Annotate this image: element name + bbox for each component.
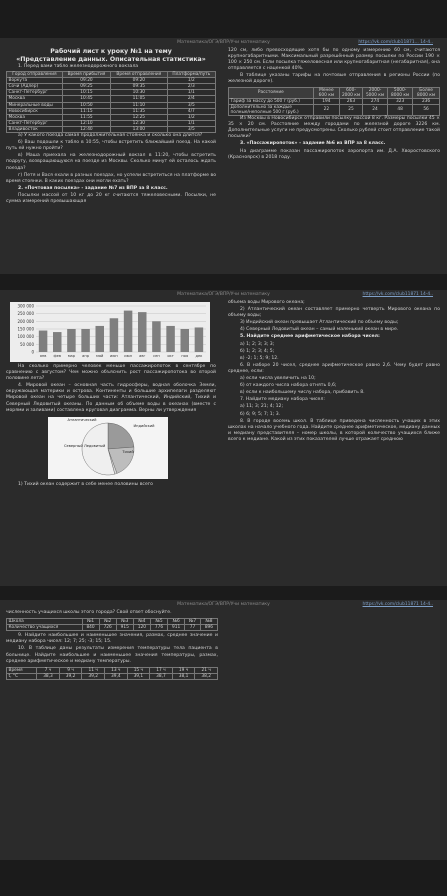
train-header-cell: Время прибытия bbox=[62, 72, 110, 78]
tariff-cell: 56 bbox=[413, 104, 440, 115]
school-header-cell: №4 bbox=[133, 619, 150, 625]
question-1d: г) Петя и Вася ехали в разных поездах, но успели встретиться на платформе во время стоянки. В каких поездах они могли ехать? bbox=[6, 172, 216, 184]
tariff-header-cell: Более 8000 км bbox=[413, 87, 440, 98]
y-tick-label: 300 000 bbox=[17, 303, 34, 309]
school-header-cell: №1 bbox=[82, 619, 99, 625]
train-cell: Санкт-Петербург bbox=[7, 120, 63, 126]
x-tick-label: авг bbox=[139, 354, 146, 358]
table-header-row bbox=[229, 87, 440, 98]
task-6a: а) если числа увеличить на 10; bbox=[240, 376, 316, 382]
bar bbox=[110, 318, 119, 352]
tariff-cell: 323 bbox=[388, 98, 413, 104]
x-tick-label: июн bbox=[110, 354, 118, 358]
task-5a: а) 1; 2; 3; 3; 3; bbox=[240, 341, 275, 347]
worksheet-page-2 bbox=[0, 290, 447, 586]
school-cell: 915 bbox=[116, 625, 133, 631]
train-cell: 12:10 bbox=[62, 120, 110, 126]
table-row bbox=[7, 126, 216, 132]
task-7b: б) 6; 9; 5; 7; 1; 3. bbox=[240, 411, 281, 417]
right-column bbox=[228, 300, 440, 444]
bar bbox=[81, 329, 90, 352]
worksheet-page-1 bbox=[0, 38, 447, 274]
temp-header-cell: 15 ч bbox=[127, 667, 150, 673]
train-cell: Минеральные воды bbox=[7, 102, 63, 108]
tariff-header-cell: Расстояние bbox=[229, 87, 314, 98]
train-cell: 10:45 bbox=[62, 96, 110, 102]
pie-label: Северный Ледовитый bbox=[64, 443, 106, 448]
temp-cell: t, °C bbox=[7, 673, 37, 679]
worksheet-subtitle: «Представление данных. Описательная статистика» bbox=[16, 56, 206, 63]
temp-header-cell: 9 ч bbox=[59, 667, 82, 673]
train-cell: Москва bbox=[7, 96, 63, 102]
task-8-text: 8. В городе восемь школ. В таблице приведена численность учащих в этих школах на начало учебного года. Найдите среднее арифметическое, медиану данных и медиану представителя – номер школы, в которой количество учащихся ближе всего к медиане. Какой из этих показателей лучше отражает среднюю bbox=[228, 418, 441, 442]
x-tick-label: ноя bbox=[181, 354, 189, 358]
tariff-cell: 274 bbox=[363, 98, 388, 104]
train-cell: 11:55 bbox=[62, 114, 110, 120]
tariff-cell: 24 bbox=[363, 104, 388, 115]
temp-cell: 39,4 bbox=[104, 673, 127, 679]
train-cell: 12:30 bbox=[111, 120, 168, 126]
train-cell: 11:10 bbox=[111, 102, 168, 108]
temp-cell: 38,1 bbox=[172, 673, 195, 679]
tariff-cell: 48 bbox=[388, 104, 413, 115]
temp-cell: 38,7 bbox=[150, 673, 173, 679]
y-tick-label: 0 bbox=[31, 349, 34, 355]
task-5b: б) 1; 2; 3; 4; 5; bbox=[240, 348, 275, 354]
y-tick-label: 200 000 bbox=[17, 318, 34, 324]
temp-cell: 39,2 bbox=[59, 673, 82, 679]
train-header-cell: Город отправления bbox=[7, 72, 63, 78]
passenger-bar-chart bbox=[10, 302, 210, 362]
tariff-caption: В таблице указаны тарифы на почтовые отправления в регионы России (по железной дороге). bbox=[228, 73, 440, 85]
train-cell: 09:35 bbox=[111, 84, 168, 90]
worksheet-page-3 bbox=[0, 600, 447, 860]
train-cell: 09:20 bbox=[62, 78, 110, 84]
bar bbox=[195, 327, 204, 352]
header-link[interactable]: https://vk.com/club11871... 14-4.. bbox=[358, 40, 433, 45]
header-link[interactable]: https://vk.com/club11871 14-4.. bbox=[362, 292, 433, 297]
school-cell: 911 bbox=[168, 625, 185, 631]
temp-cell: 38,3 bbox=[37, 673, 60, 679]
temp-cell: 38,2 bbox=[195, 673, 218, 679]
temp-header-cell: 19 ч bbox=[172, 667, 195, 673]
school-header-cell: №2 bbox=[99, 619, 116, 625]
statement-4: 4) Северный Ледовитый океан – самый маленький океан в мире. bbox=[240, 327, 399, 333]
bar bbox=[181, 329, 190, 352]
table-row bbox=[229, 104, 440, 115]
x-tick-label: дек bbox=[195, 354, 203, 358]
task-7a: а) 11; 3; 21; 4; 12; bbox=[240, 404, 284, 410]
school-header-cell: Школа bbox=[7, 619, 83, 625]
train-cell: Владивосток bbox=[7, 126, 63, 132]
y-tick-label: 250 000 bbox=[17, 311, 34, 317]
pie-label: Тихий bbox=[122, 449, 134, 454]
statement-1: 1) Тихий океан содержит в себе менее половины всего bbox=[18, 481, 153, 487]
train-cell: 3/5 bbox=[167, 102, 215, 108]
school-table bbox=[6, 618, 218, 631]
tariff-table bbox=[228, 87, 440, 116]
school-cell: 77 bbox=[185, 625, 201, 631]
task-5c: в) -2; 1; 5; 9; 12. bbox=[240, 355, 279, 361]
train-cell: 1/2 bbox=[167, 114, 215, 120]
statement-2: 2) Атлантический океан составляет примерно четверть Мирового океана по объему воды; bbox=[228, 307, 440, 319]
task-3-heading: 3. «Пассажиропоток» - задание №6 из ВПР за 8 класс. bbox=[240, 141, 386, 147]
task-5-heading: 5. Найдите среднее арифметическое набора чисел: bbox=[240, 334, 380, 340]
y-tick-label: 50 000 bbox=[20, 341, 34, 347]
task-1-caption: 1. Перед вами табло железнодорожного вокзала bbox=[18, 64, 139, 69]
left-column bbox=[6, 610, 218, 682]
x-tick-label: янв bbox=[39, 354, 47, 358]
left-column bbox=[6, 48, 216, 206]
table-row bbox=[7, 673, 218, 679]
school-cell: 726 bbox=[99, 625, 116, 631]
question-1b: б) Ваш подошли к табло в 10:55, чтобы встретить ближайший поезд. На какой путь ей нужно пройти? bbox=[6, 140, 216, 152]
task-10-text: 10. В таблице даны результаты измерения температуры тела пациента в больнице. Найдите наибольшее и наименьшее значения температуры, размах, среднее арифметическое и медиану температуры. bbox=[6, 646, 218, 664]
school-cell: 840 bbox=[82, 625, 99, 631]
header-text: Математика/ОГЭ/ВПР/Учи математику bbox=[177, 40, 270, 45]
task-2-question: Из Москвы в Новосибирск отправили посылку массой 8 кг. Размеры посылки 45 × 35 × 20 см. Расстояние между городами по железной дороге 3226 км. Дополнительные услуги не предусмотрены. Сколько рублей стоит отправление такой посылки? bbox=[228, 116, 440, 140]
train-cell: 1/2 bbox=[167, 78, 215, 84]
tariff-cell: 22 bbox=[313, 104, 339, 115]
train-cell: Москва bbox=[7, 114, 63, 120]
bar bbox=[96, 326, 105, 352]
x-tick-label: апр bbox=[82, 354, 90, 358]
header-link[interactable]: https://vk.com/club11871 14-4.. bbox=[362, 602, 433, 607]
school-cell: 896 bbox=[200, 625, 217, 631]
train-cell: 2/3 bbox=[167, 84, 215, 90]
train-cell: 13:00 bbox=[111, 126, 168, 132]
task-2-text-cont: 120 см, либо превосходящие хотя бы по одному измерению 60 см, считаются крупногабаритными. Максимальный разрешённый размер посылки по России 190 × 100 × 250 см. Если посылка тяжеловесная или крупногабаритная (негабаритная), она отправляется с наценкой 40%. bbox=[228, 48, 440, 72]
x-tick-label: сен bbox=[153, 354, 160, 358]
train-cell: 10:50 bbox=[62, 102, 110, 108]
train-cell: 10:30 bbox=[111, 90, 168, 96]
school-cell: 120 bbox=[133, 625, 150, 631]
tariff-cell: Тариф за массу до 500 г (руб.) bbox=[229, 98, 314, 104]
worksheet-title: Рабочий лист к уроку №1 на тему bbox=[50, 48, 172, 55]
task-6b: б) от каждого числа набора отнять 0,6; bbox=[240, 383, 337, 389]
school-header-cell: №3 bbox=[116, 619, 133, 625]
tariff-header-cell: 600-2000 км bbox=[340, 87, 363, 98]
school-cell: 776 bbox=[150, 625, 167, 631]
train-cell: 10:15 bbox=[62, 90, 110, 96]
bar bbox=[39, 331, 48, 352]
temp-cell: 39,2 bbox=[82, 673, 105, 679]
page-header bbox=[0, 600, 447, 609]
temp-cell: 39,1 bbox=[127, 673, 150, 679]
page-header bbox=[0, 38, 447, 47]
temp-header-cell: 17 ч bbox=[150, 667, 173, 673]
question-1a: а) У какого поезда самая продолжительная стоянка и сколько она длится? bbox=[18, 133, 203, 139]
task-6-heading: 6. В наборе 20 чисел, среднее арифметическое равно 2,6. Чему будет равно среднее, если: bbox=[228, 362, 440, 374]
ocean-pie-chart bbox=[48, 417, 168, 479]
x-tick-label: июл bbox=[124, 354, 132, 358]
school-header-cell: №6 bbox=[168, 619, 185, 625]
tariff-cell: 25 bbox=[340, 104, 363, 115]
task-2-heading: 2. «Почтовая посылка» - задание №7 из ВПР за 8 класс. bbox=[18, 185, 168, 191]
statement-3: 3) Индийский океан превышает Атлантический по объему воды; bbox=[240, 320, 399, 326]
table-row bbox=[7, 625, 218, 631]
y-tick-label: 100 000 bbox=[17, 334, 34, 340]
train-cell: Воркута bbox=[7, 78, 63, 84]
task-8-text-cont: численность учащихся школы этого города? Свой ответ обоснуйте. bbox=[6, 610, 172, 615]
task-6c: в) если к наибольшему числу набора, прибавить 8. bbox=[240, 390, 365, 396]
bar bbox=[152, 321, 161, 352]
tariff-cell: Дополнительно за каждые полные/неполные 500 г (руб.) bbox=[229, 104, 314, 115]
train-cell: Санкт-Петербург bbox=[7, 90, 63, 96]
tariff-header-cell: 5000-8000 км bbox=[388, 87, 413, 98]
bar bbox=[67, 329, 76, 352]
bar bbox=[53, 332, 62, 352]
school-header-cell: №8 bbox=[200, 619, 217, 625]
task-3-text: На диаграмме показан пассажиропоток аэропорта им. Д.А. Хворостовского (Красноярск) в 2018 году. bbox=[228, 148, 440, 160]
task-4-text: 4. Мировой океан – основная часть гидросферы, водная оболочка Земли, окружающая материки и острова. Континенты и большие архипелаги разделяют Мировой океан на четыре больших части: Атлантический, Индийский, Тихий и Северный Ледовитый океаны. По данным об объеме воды в океанах (вместе с морями и заливами) составлена круговая диаграмма. Верны ли утверждения bbox=[6, 383, 216, 413]
x-tick-label: май bbox=[96, 354, 104, 358]
bar bbox=[138, 312, 147, 352]
train-header-cell: Время отправления bbox=[111, 72, 168, 78]
x-tick-label: фев bbox=[53, 354, 61, 358]
x-tick-label: мар bbox=[67, 354, 76, 358]
task-7-heading: 7. Найдите медиану набора чисел: bbox=[240, 397, 325, 403]
train-cell: 11:15 bbox=[62, 108, 110, 114]
temp-header-cell: 21 ч bbox=[195, 667, 218, 673]
header-text: Математика/ОГЭ/ВПР/Учи математику bbox=[177, 602, 270, 607]
page-header bbox=[0, 290, 447, 299]
train-cell: Сочи (Адлер) bbox=[7, 84, 63, 90]
school-cell: Количество учащихся bbox=[7, 625, 83, 631]
pie-label: Атлантический bbox=[67, 417, 97, 422]
train-cell: 3/5 bbox=[167, 126, 215, 132]
bar bbox=[124, 311, 133, 352]
train-cell: 11:35 bbox=[111, 108, 168, 114]
question-1c: в) Маша приехала на железнодорожный вокзал в 11:20, чтобы встретить подругу, возвращающуюся на поезде из Москвы. Сколько минут ей осталось ждать поезда? bbox=[6, 153, 216, 171]
header-text: Математика/ОГЭ/ВПР/Учи математику bbox=[177, 292, 270, 297]
train-cell: 09:25 bbox=[62, 84, 110, 90]
temp-header-cell: 7 ч bbox=[37, 667, 60, 673]
left-column bbox=[6, 300, 216, 489]
task-9-text: 9. Найдите наибольшее и наименьшее значения, размах, среднее значение и медиану набора чисел: 12; 7; 25; -3; 15; 15. bbox=[6, 633, 218, 645]
tariff-cell: 194 bbox=[313, 98, 339, 104]
y-tick-label: 150 000 bbox=[17, 326, 34, 332]
tariff-header-cell: 2000-5000 км bbox=[363, 87, 388, 98]
school-header-cell: №5 bbox=[150, 619, 167, 625]
tariff-cell: 263 bbox=[340, 98, 363, 104]
train-cell: 12:25 bbox=[111, 114, 168, 120]
train-cell: 1/1 bbox=[167, 120, 215, 126]
tariff-cell: 236 bbox=[413, 98, 440, 104]
train-cell: 1/1 bbox=[167, 90, 215, 96]
temperature-table bbox=[6, 667, 218, 680]
train-cell: Новосибирск bbox=[7, 108, 63, 114]
task-2-text: Посылки массой от 10 кг до 20 кг считаются тяжеловесными. Посылки, не сумма измерений превышающая bbox=[6, 192, 216, 204]
train-cell: 09:20 bbox=[111, 78, 168, 84]
train-cell: 12:40 bbox=[62, 126, 110, 132]
x-tick-label: окт bbox=[167, 354, 174, 358]
train-table bbox=[6, 71, 216, 133]
bar bbox=[166, 326, 175, 352]
train-cell: 4/7 bbox=[167, 108, 215, 114]
statement-1-cont: объема воды Мирового океана; bbox=[228, 300, 305, 305]
school-header-cell: №7 bbox=[185, 619, 201, 625]
temp-header-cell: 11 ч bbox=[82, 667, 105, 673]
train-cell: 11:05 bbox=[111, 96, 168, 102]
task-3-question: На сколько примерно человек меньше пассажиропоток в сентябре по сравнению с августом? Чем можно объяснить рост пассажиропотока во второй половине лета? bbox=[6, 364, 216, 382]
temp-header-cell: 13 ч bbox=[104, 667, 127, 673]
train-header-cell: Платформа/путь bbox=[167, 72, 215, 78]
temp-header-cell: Время bbox=[7, 667, 37, 673]
tariff-header-cell: Менее 600 км bbox=[313, 87, 339, 98]
right-column bbox=[228, 48, 440, 162]
pie-label: Индийский bbox=[133, 423, 155, 428]
train-cell: 2/4 bbox=[167, 96, 215, 102]
